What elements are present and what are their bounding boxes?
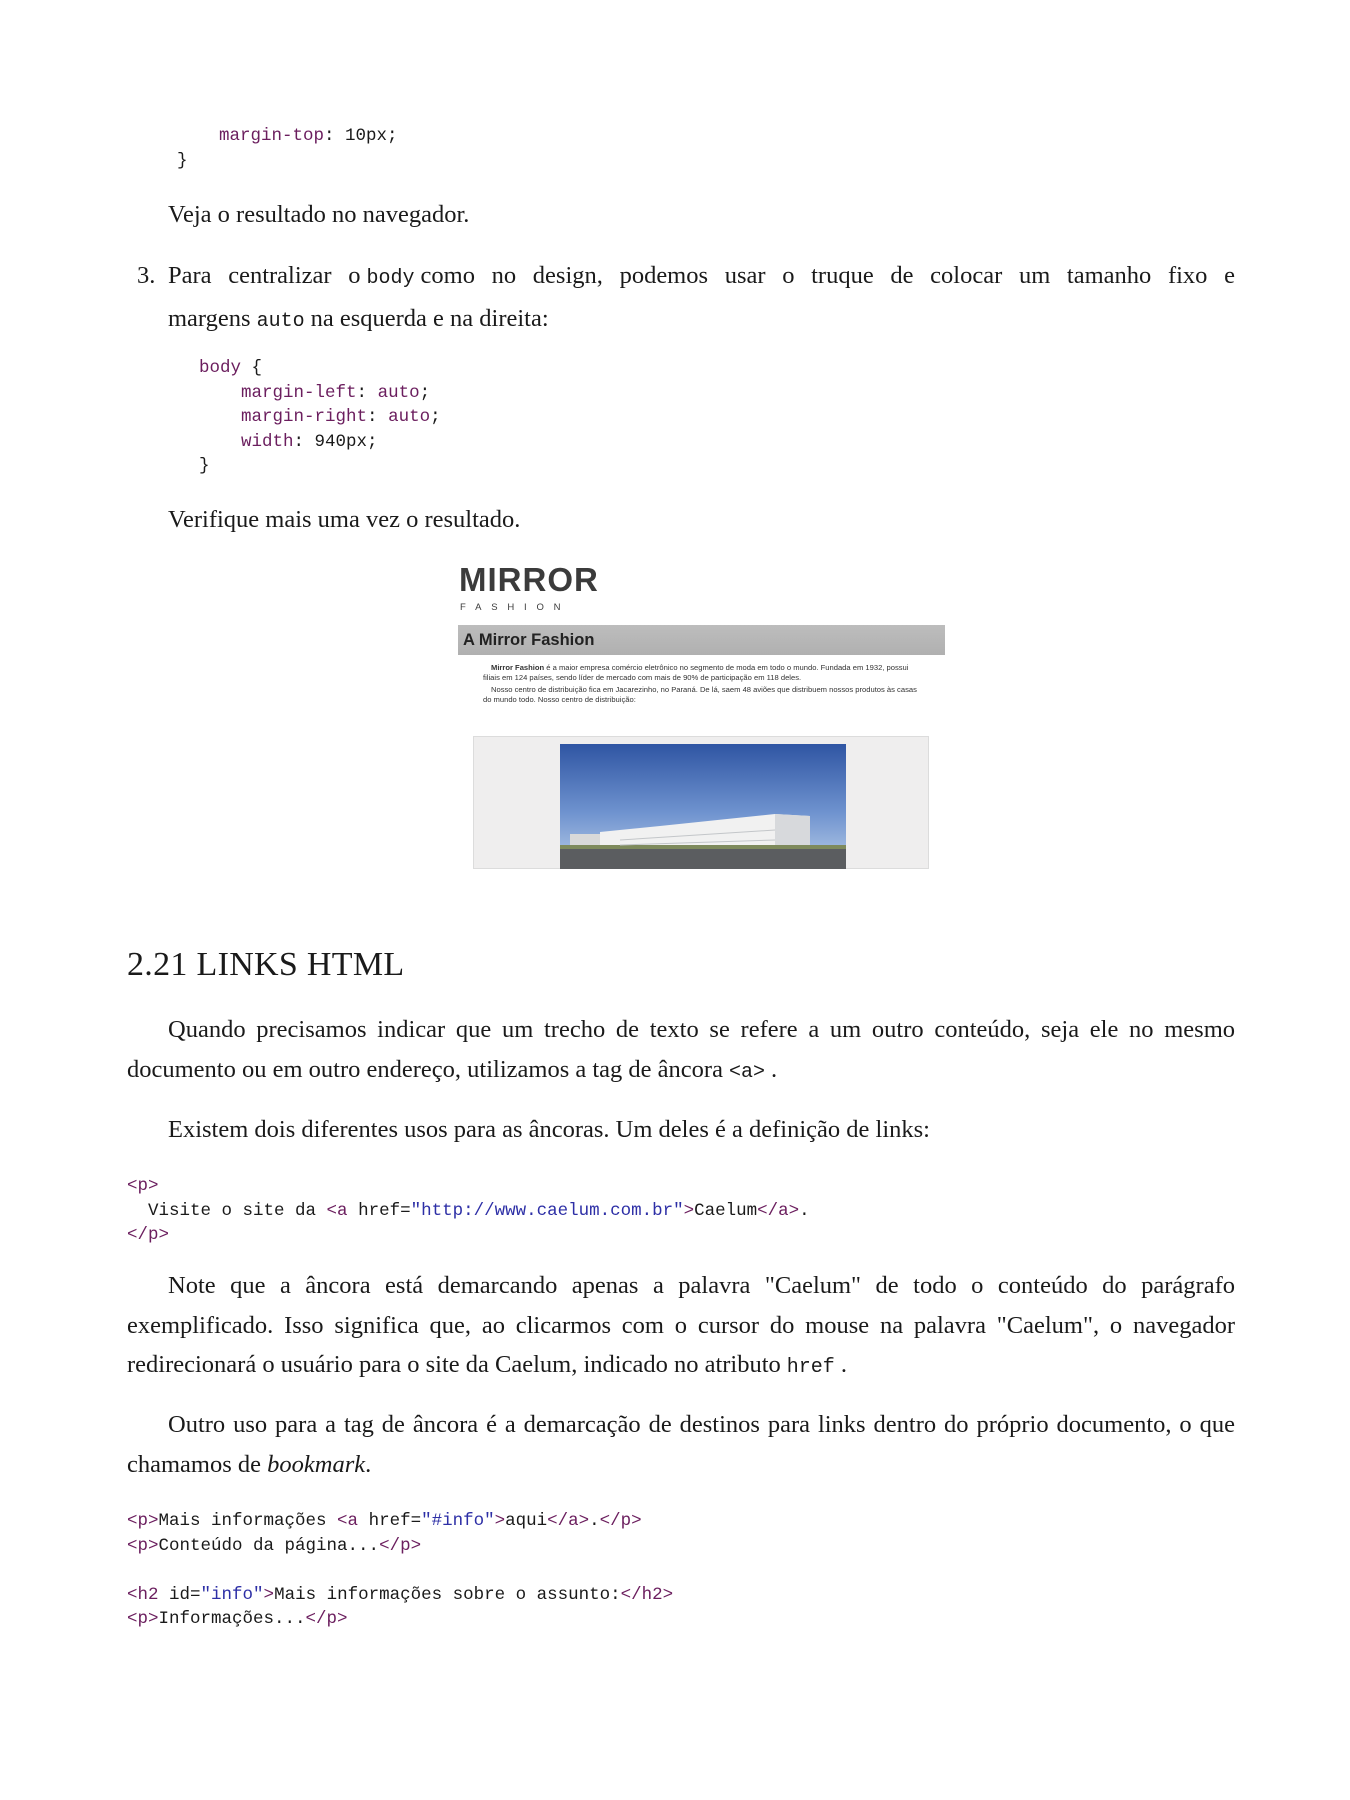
mirror-logo: MIRROR (459, 561, 599, 598)
list-item-3: Para centralizar o body como no design, podemos usar o truque de colocar um tamanho fixo e margens auto na esquerda e na direita: (168, 262, 1235, 333)
inline-code-a-tag: <a> (728, 1060, 765, 1084)
css-value: : 10px; (324, 126, 398, 146)
figure-body-text: Mirror Fashion é a maior empresa comércio eletrônico no segmento de moda em todo o mundo. Fundada em 1932, possui filiais em 124 países, sendo líder de mercado com mais de 90% de participação em 118 deles. Nosso centro de distribuição fica em Jacarezinho, no Paraná. De lá, saem 48 aviões que distribuem nossos produtos às casas do mundo todo. Nosso centro de distribuição: (483, 663, 917, 704)
paragraph-two-uses: Existem dois diferentes usos para as âncoras. Um deles é a definição de links: (168, 1116, 930, 1143)
inline-code-auto: auto (256, 309, 305, 333)
section-heading: 2.21 LINKS HTML (127, 946, 405, 983)
figure-photo-frame (473, 736, 929, 869)
list-item-number: 3. (137, 262, 156, 289)
text-veja-resultado: Veja o resultado no navegador. (168, 201, 470, 228)
paragraph-anchor-intro: Quando precisamos indicar que um trecho de texto se refere a um outro conteúdo, seja ele no mesmo documento ou em outro endereço, utilizamos a tag de âncora <a> . (127, 1016, 1235, 1084)
css-property: margin-top (219, 126, 325, 146)
warehouse-photo (560, 744, 846, 869)
mirror-logo-subtitle: FASHION (460, 602, 571, 613)
text-verifique: Verifique mais uma vez o resultado. (168, 506, 521, 533)
inline-code-body: body (366, 267, 415, 290)
code-block-margin-top (177, 124, 398, 173)
css-brace: } (177, 150, 188, 171)
paragraph-bookmark: Outro uso para a tag de âncora é a demarcação de destinos para links dentro do próprio documento, o que chamamos de bookmark. (127, 1411, 1235, 1478)
code-block-body-css: body { margin-left: auto; margin-right: auto; width: 940px; } (199, 358, 441, 476)
inline-code-href: href (786, 1356, 835, 1379)
code-block-bookmark: <p>Mais informações <a href="#info">aqui</a>.</p> <p>Conteúdo da página...</p> <h2 id="info">Mais informações sobre o assunto:</h2> <p>Informações...</p> (127, 1511, 674, 1629)
figure-title-bar: A Mirror Fashion (458, 625, 945, 655)
mirror-fashion-screenshot (455, 555, 945, 869)
code-block-link: <p> Visite o site da <a href="http://www.caelum.com.br">Caelum</a>. </p> (127, 1176, 810, 1245)
paragraph-anchor-explanation: Note que a âncora está demarcando apenas a palavra "Caelum" de todo o conteúdo do parágrafo exemplificado. Isso significa que, ao clicarmos com o cursor do mouse na palavra "Caelum", o navegador redirecionará o usuário para o site da Caelum, indicado no atributo href . (127, 1272, 1235, 1379)
